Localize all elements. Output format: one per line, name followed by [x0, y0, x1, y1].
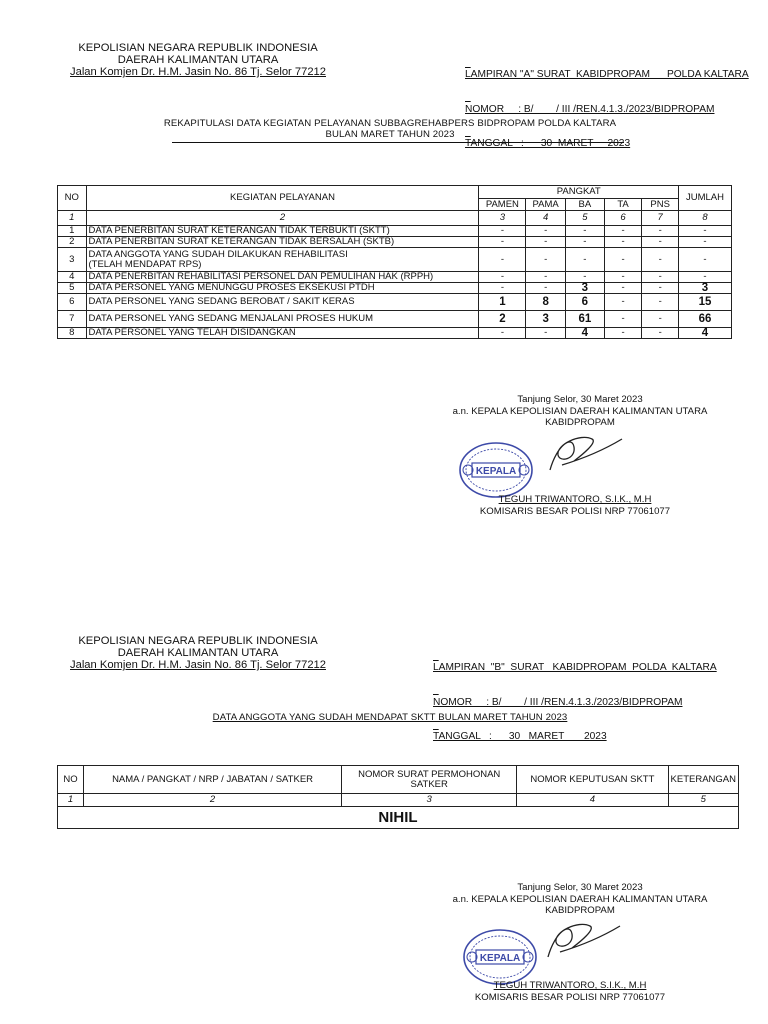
- header-nomor-keputusan: NOMOR KEPUTUSAN SKTT: [517, 766, 668, 794]
- stamp-label: KEPALA: [479, 953, 521, 964]
- table-row: [58, 294, 732, 311]
- column-number: 3: [479, 211, 526, 226]
- cell-ba: 4: [566, 328, 605, 339]
- header-no: NO: [58, 766, 84, 794]
- header-rank: BA: [566, 199, 605, 211]
- cell-kegiatan: DATA PENERBITAN SURAT KETERANGAN TIDAK BERSALAH (SKTB): [86, 237, 479, 248]
- header-no: NO: [58, 186, 87, 211]
- sig-position: KABIDPROPAM: [545, 905, 615, 916]
- sig-on-behalf: a.n. KEPALA KEPOLISIAN DAERAH KALIMANTAN UTARA: [452, 893, 708, 905]
- cell-pamen: 2: [479, 311, 526, 328]
- cell-no: 4: [58, 272, 87, 283]
- cell-jumlah: -: [679, 272, 732, 283]
- header-nama: NAMA / PANGKAT / NRP / JABATAN / SATKER: [83, 766, 341, 794]
- table-row: [58, 226, 732, 237]
- header-kegiatan: KEGIATAN PELAYANAN: [86, 186, 479, 211]
- signatory-name: TEGUH TRIWANTORO, S.I.K., M.H: [498, 494, 652, 505]
- column-number: 5: [566, 211, 605, 226]
- cell-ba: 3: [566, 283, 605, 294]
- cell-ta: -: [604, 272, 642, 283]
- signatory-rank-nrp: KOMISARIS BESAR POLISI NRP 77061077: [474, 991, 666, 1003]
- cell-pns: -: [642, 311, 679, 328]
- header-rank: PAMEN: [479, 199, 526, 211]
- signatory-rank-nrp: KOMISARIS BESAR POLISI NRP 77061077: [479, 505, 671, 517]
- header-rank: PAMA: [526, 199, 566, 211]
- cell-ba: 61: [566, 311, 605, 328]
- column-number: 2: [83, 794, 341, 807]
- letterhead-b: [58, 635, 338, 671]
- table-row: [58, 272, 732, 283]
- ref-nomor: NOMOR : B/ / III /REN.4.1.3./2023/BIDPROPAM: [433, 696, 683, 708]
- reference-block-a: [465, 46, 749, 161]
- sig-place-date: Tanjung Selor, 30 Maret 2023: [517, 882, 643, 893]
- handwritten-signature: [522, 425, 632, 481]
- signature-block-a: [410, 394, 750, 429]
- cell-no: 7: [58, 311, 87, 328]
- cell-kegiatan: DATA PERSONEL YANG SEDANG BEROBAT / SAKIT KERAS: [86, 294, 479, 311]
- header-rank: TA: [604, 199, 642, 211]
- ref-lampiran: LAMPIRAN "B" SURAT KABIDPROPAM POLDA KALTARA: [433, 662, 717, 673]
- cell-ta: -: [604, 328, 642, 339]
- signatory-a: [440, 494, 710, 517]
- signatory-name: TEGUH TRIWANTORO, S.I.K., M.H: [493, 980, 647, 991]
- letterhead-address: Jalan Komjen Dr. H.M. Jasin No. 86 Tj. Selor 77212: [70, 66, 326, 78]
- cell-pama: 8: [526, 294, 566, 311]
- cell-kegiatan: DATA PERSONEL YANG MENUNGGU PROSES EKSEKUSI PTDH: [86, 283, 479, 294]
- table-row: [58, 248, 732, 272]
- cell-pamen: 1: [479, 294, 526, 311]
- sig-place-date: Tanjung Selor, 30 Maret 2023: [517, 394, 643, 405]
- letterhead-line2: DAERAH KALIMANTAN UTARA: [117, 54, 279, 66]
- cell-pamen: -: [479, 328, 526, 339]
- cell-no: 3: [58, 248, 87, 272]
- column-number: 8: [679, 211, 732, 226]
- cell-pamen: -: [479, 226, 526, 237]
- stamp-label: KEPALA: [475, 466, 517, 477]
- handwritten-signature: [520, 912, 630, 968]
- reference-block-b: [433, 639, 717, 754]
- cell-pama: -: [526, 272, 566, 283]
- column-number: 3: [342, 794, 517, 807]
- cell-jumlah: 3: [679, 283, 732, 294]
- table-row: [58, 283, 732, 294]
- cell-ta: -: [604, 283, 642, 294]
- ref-tanggal: TANGGAL : 30 MARET 2023: [465, 138, 631, 149]
- cell-kegiatan: DATA PENERBITAN SURAT KETERANGAN TIDAK TERBUKTI (SKTT): [86, 226, 479, 237]
- cell-pama: -: [526, 283, 566, 294]
- cell-ta: -: [604, 311, 642, 328]
- column-number: 1: [58, 794, 84, 807]
- recap-table-body: [58, 226, 732, 339]
- cell-ta: -: [604, 237, 642, 248]
- cell-pamen: -: [479, 237, 526, 248]
- cell-ta: -: [604, 248, 642, 272]
- sig-on-behalf: a.n. KEPALA KEPOLISIAN DAERAH KALIMANTAN UTARA: [452, 405, 708, 417]
- cell-jumlah: -: [679, 248, 732, 272]
- cell-jumlah: -: [679, 226, 732, 237]
- title-underline: [172, 142, 624, 143]
- column-number: 5: [668, 794, 739, 807]
- cell-pama: -: [526, 248, 566, 272]
- letterhead-a: [58, 42, 338, 78]
- cell-kegiatan: DATA PERSONEL YANG SEDANG MENJALANI PROSES HUKUM: [86, 311, 479, 328]
- cell-ta: -: [604, 294, 642, 311]
- column-number: 6: [604, 211, 642, 226]
- cell-pns: -: [642, 237, 679, 248]
- title-b: DATA ANGGOTA YANG SUDAH MENDAPAT SKTT BULAN MARET TAHUN 2023: [212, 712, 568, 723]
- header-pangkat: PANGKAT: [479, 186, 679, 199]
- cell-kegiatan: DATA PERSONEL YANG TELAH DISIDANGKAN: [86, 328, 479, 339]
- cell-pamen: -: [479, 248, 526, 272]
- cell-ba: -: [566, 272, 605, 283]
- cell-pama: 3: [526, 311, 566, 328]
- cell-no: 8: [58, 328, 87, 339]
- cell-ba: -: [566, 237, 605, 248]
- letterhead-line1: KEPOLISIAN NEGARA REPUBLIK INDONESIA: [78, 635, 318, 647]
- cell-jumlah: -: [679, 237, 732, 248]
- cell-ba: -: [566, 226, 605, 237]
- column-number: 2: [86, 211, 479, 226]
- cell-pamen: -: [479, 283, 526, 294]
- cell-pns: -: [642, 283, 679, 294]
- letterhead-line2: DAERAH KALIMANTAN UTARA: [117, 647, 279, 659]
- column-number: 4: [526, 211, 566, 226]
- cell-jumlah: 4: [679, 328, 732, 339]
- cell-pns: -: [642, 294, 679, 311]
- cell-jumlah: 66: [679, 311, 732, 328]
- header-rank: PNS: [642, 199, 679, 211]
- letterhead-line1: KEPOLISIAN NEGARA REPUBLIK INDONESIA: [78, 42, 318, 54]
- cell-pama: -: [526, 237, 566, 248]
- recap-table: [57, 185, 732, 339]
- cell-pama: -: [526, 226, 566, 237]
- cell-pns: -: [642, 328, 679, 339]
- cell-pama: -: [526, 328, 566, 339]
- cell-no: 5: [58, 283, 87, 294]
- nihil-note: NIHIL: [58, 807, 739, 829]
- cell-kegiatan: DATA PENERBITAN REHABILITASI PERSONEL DAN PEMULIHAN HAK (RPPH): [86, 272, 479, 283]
- cell-pns: -: [642, 248, 679, 272]
- ref-tanggal: TANGGAL : 30 MARET 2023: [433, 731, 607, 742]
- ref-lampiran: LAMPIRAN "A" SURAT KABIDPROPAM POLDA KALTARA: [465, 69, 749, 80]
- page-title-b: [140, 712, 640, 723]
- ref-nomor: NOMOR : B/ / III /REN.4.1.3./2023/BIDPROPAM: [465, 103, 715, 115]
- column-number: 1: [58, 211, 87, 226]
- cell-kegiatan: DATA ANGGOTA YANG SUDAH DILAKUKAN REHABILITASI (TELAH MENDAPAT RPS): [86, 248, 479, 272]
- table-row: [58, 237, 732, 248]
- cell-ba: -: [566, 248, 605, 272]
- cell-ba: 6: [566, 294, 605, 311]
- header-nomor-surat: NOMOR SURAT PERMOHONAN SATKER: [342, 766, 517, 794]
- sktt-table: [57, 765, 739, 829]
- column-number: 7: [642, 211, 679, 226]
- header-jumlah: JUMLAH: [679, 186, 732, 211]
- column-number: 4: [517, 794, 668, 807]
- signatory-b: [435, 980, 705, 1003]
- cell-no: 6: [58, 294, 87, 311]
- cell-pns: -: [642, 226, 679, 237]
- title-line-1: REKAPITULASI DATA KEGIATAN PELAYANAN SUBBAGREHABPERS BIDPROPAM POLDA KALTARA: [163, 118, 617, 129]
- sig-position: KABIDPROPAM: [545, 417, 615, 428]
- table-row: [58, 311, 732, 328]
- cell-no: 1: [58, 226, 87, 237]
- page-title-a: [140, 118, 640, 140]
- letterhead-address: Jalan Komjen Dr. H.M. Jasin No. 86 Tj. Selor 77212: [70, 659, 326, 671]
- cell-jumlah: 15: [679, 294, 732, 311]
- cell-no: 2: [58, 237, 87, 248]
- title-line-2: BULAN MARET TAHUN 2023: [325, 129, 455, 140]
- cell-pns: -: [642, 272, 679, 283]
- cell-pamen: -: [479, 272, 526, 283]
- header-keterangan: KETERANGAN: [668, 766, 739, 794]
- cell-ta: -: [604, 226, 642, 237]
- table-row: [58, 328, 732, 339]
